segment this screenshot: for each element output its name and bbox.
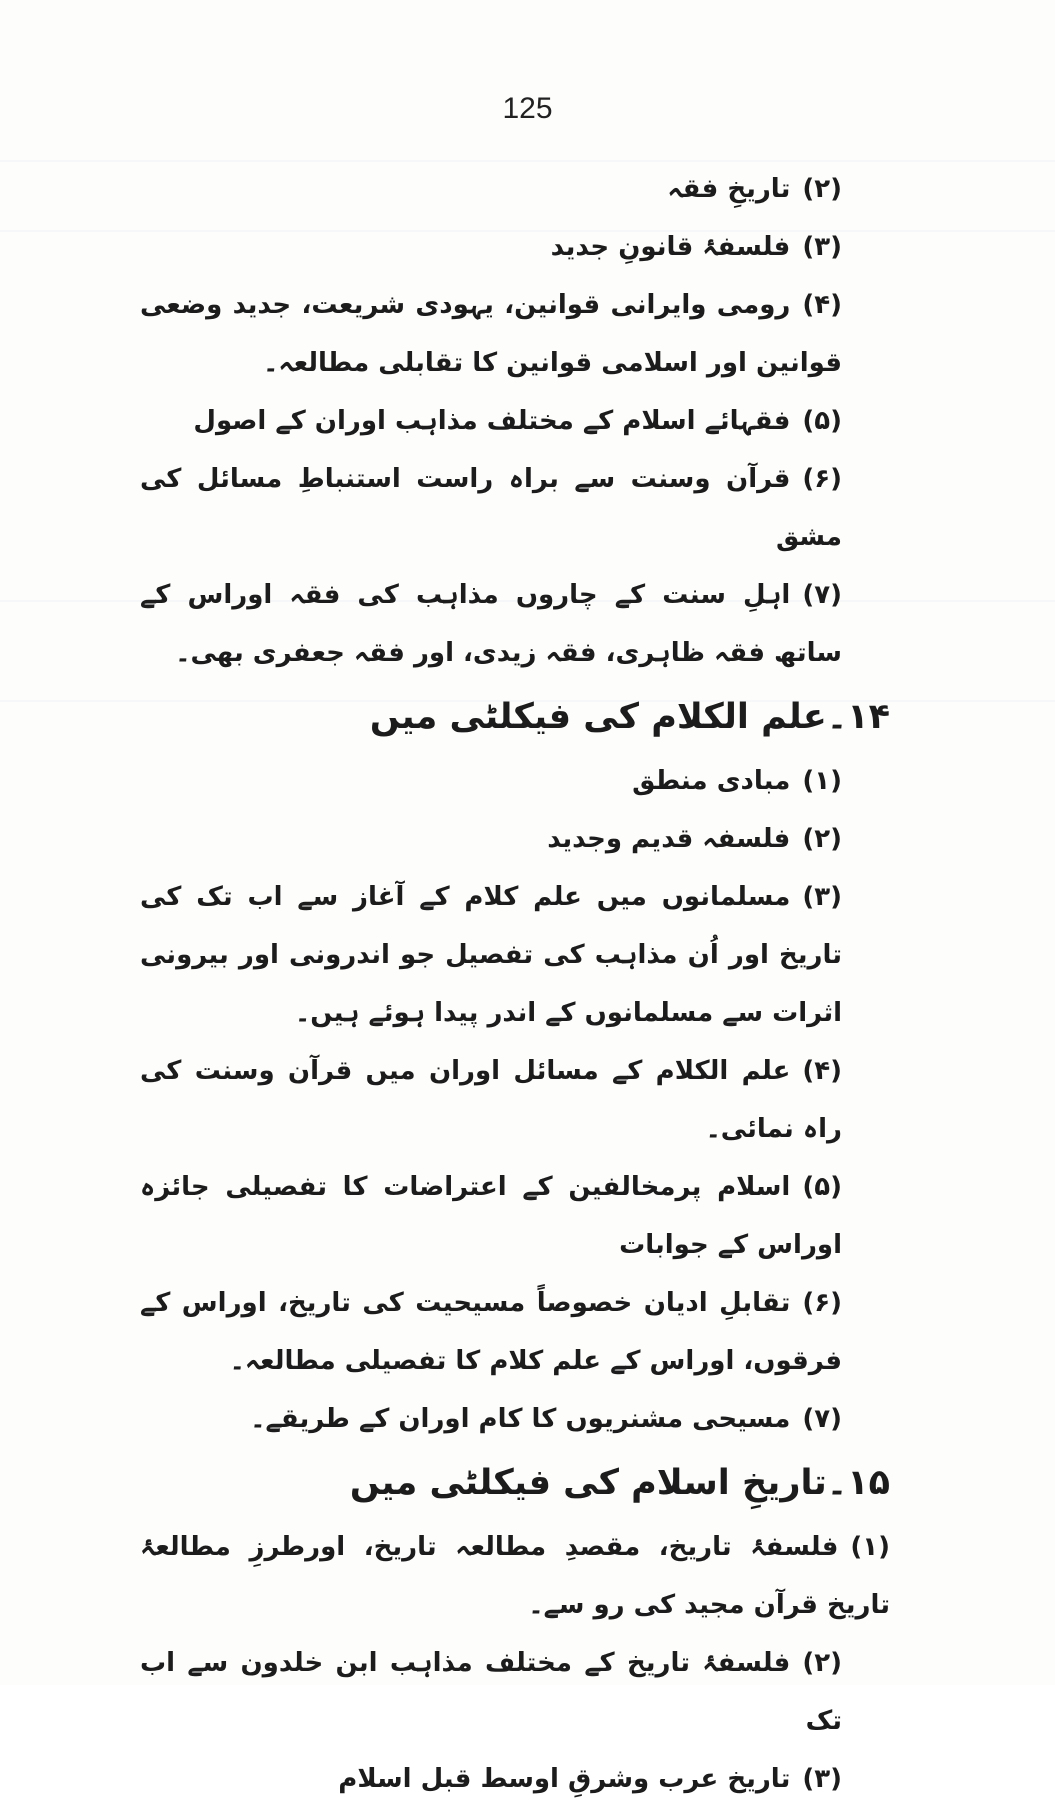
page-number: 125 [502, 92, 553, 125]
list-item [140, 1274, 890, 1390]
item-text: مسیحی مشنریوں کا کام اوران کے طریقے۔ [250, 1404, 791, 1434]
item-text: فلسفۂ قانونِ جدید [550, 232, 791, 262]
page-body [140, 160, 890, 1808]
item-text: اسلام پرمخالفین کے اعتراضات کا تفصیلی جائزہ اوراس کے جوابات [140, 1172, 842, 1260]
list-item [140, 450, 890, 566]
item-text: رومی وایرانی قوانین، یہودی شریعت، جدید وضعی قوانین اور اسلامی قوانین کا تقابلی مطالعہ۔ [140, 290, 842, 378]
item-text: تاریخِ فقہ [667, 174, 791, 204]
item-number: (۴) [802, 290, 842, 320]
item-number: (۵) [802, 1172, 842, 1202]
item-number: (۲) [802, 824, 842, 854]
item-number: (۷) [802, 1404, 842, 1434]
item-number: (۳) [802, 882, 842, 912]
item-number: (۳) [802, 1764, 842, 1794]
list-item [140, 218, 890, 276]
item-text: مبادی منطق [632, 766, 791, 796]
section-heading-history: ۱۵۔تاریخِ اسلام کی فیکلٹی میں [349, 1463, 890, 1503]
list-item [140, 1750, 890, 1808]
item-number: (۷) [802, 580, 842, 610]
section-heading-kalam: ۱۴۔علم الکلام کی فیکلٹی میں [369, 697, 890, 737]
item-number: (۱) [850, 1532, 890, 1562]
item-number: (۱) [802, 766, 842, 796]
item-text: علم الکلام کے مسائل اوران میں قرآن وسنت کی راہ نمائی۔ [140, 1056, 842, 1144]
item-text: قرآن وسنت سے براہ راست استنباطِ مسائل کی مشق [140, 464, 842, 552]
list-item [140, 868, 890, 1042]
list-item [140, 160, 890, 218]
list-item [140, 752, 890, 810]
list-item [140, 1634, 890, 1750]
item-number: (۲) [802, 174, 842, 204]
item-number: (۴) [802, 1056, 842, 1086]
item-text: مسلمانوں میں علم کلام کے آغاز سے اب تک کی تاریخ اور اُن مذاہب کی تفصیل جو اندرونی اور بیرونی اثرات سے مسلمانوں کے اندر پیدا ہوئے ہیں۔ [140, 882, 842, 1028]
item-number: (۶) [802, 464, 842, 494]
list-item [140, 1042, 890, 1158]
item-number: (۵) [802, 406, 842, 436]
item-number: (۳) [802, 232, 842, 262]
item-text: فلسفۂ تاریخ، مقصدِ مطالعہ تاریخ، اورطرزِ مطالعۂ تاریخ قرآن مجید کی رو سے۔ [140, 1532, 890, 1620]
list-item [140, 1158, 890, 1274]
list-item [140, 1390, 890, 1448]
item-text: تقابلِ ادیان خصوصاً مسیحیت کی تاریخ، اوراس کے فرقوں، اوراس کے علم کلام کا تفصیلی مطالعہ۔ [140, 1288, 842, 1376]
item-text: تاریخ عرب وشرقِ اوسط قبل اسلام [338, 1764, 791, 1794]
item-number: (۶) [802, 1288, 842, 1318]
item-number: (۲) [802, 1648, 842, 1678]
list-item [140, 566, 890, 682]
item-text: اہلِ سنت کے چاروں مذاہب کی فقہ اوراس کے ساتھ فقہ ظاہری، فقہ زیدی، اور فقہ جعفری بھی۔ [140, 580, 842, 668]
list-item [140, 810, 890, 868]
item-text: فقہائے اسلام کے مختلف مذاہب اوران کے اصول [193, 406, 791, 436]
item-text: فلسفہ قدیم وجدید [547, 824, 791, 854]
list-item [140, 276, 890, 392]
list-item [140, 392, 890, 450]
item-text: فلسفۂ تاریخ کے مختلف مذاہب ابن خلدون سے اب تک [140, 1648, 842, 1736]
list-item [140, 1518, 890, 1634]
